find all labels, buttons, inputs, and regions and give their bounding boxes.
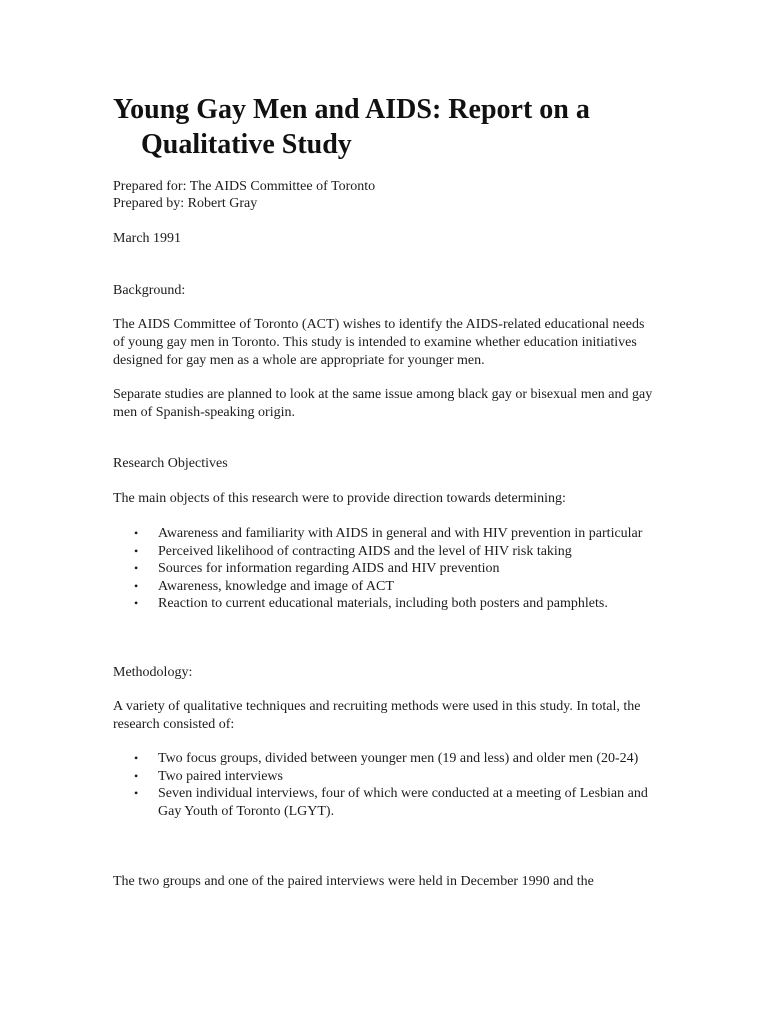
list-item-text: Awareness, knowledge and image of ACT [158, 578, 394, 594]
list-item-text: Awareness and familiarity with AIDS in general and with HIV prevention in particular [158, 526, 643, 541]
research-objectives-heading: Research Objectives [113, 456, 228, 471]
list-item-text: Seven individual interviews, four of which were conducted at a meeting of Lesbian and Gay Youth of Toronto (LGYT). [158, 786, 648, 819]
methodology-continuation: The two groups and one of the paired interviews were held in December 1990 and the [113, 874, 594, 889]
list-item-text: Perceived likelihood of contracting AIDS and the level of HIV risk taking [158, 543, 572, 559]
list-item [113, 785, 658, 820]
list-item-text: Two paired interviews [158, 768, 283, 784]
list-item [113, 768, 658, 786]
list-item-text: Two focus groups, divided between younger men (19 and less) and older men (20-24) [158, 751, 639, 766]
methodology-list [113, 750, 658, 820]
list-item [113, 525, 658, 543]
list-item [113, 543, 658, 561]
background-paragraph-1: The AIDS Committee of Toronto (ACT) wishes to identify the AIDS-related educational needs of young gay men in Toronto. This study is intended to examine whether education initiatives designed for gay men as a whole are appropriate for younger men. [113, 317, 645, 368]
background-paragraph-2: Separate studies are planned to look at the same issue among black gay or bisexual men and gay men of Spanish-speaking origin. [113, 387, 653, 420]
bullet-icon: • [134, 543, 139, 558]
list-item-text: Sources for information regarding AIDS and HIV prevention [158, 561, 500, 576]
bullet-icon: • [134, 578, 139, 593]
research-objectives-list [113, 525, 658, 613]
bullet-icon: • [134, 786, 139, 800]
prepared-by: Prepared by: Robert Gray [113, 196, 258, 211]
research-objectives-intro: The main objects of this research were to provide direction towards determining: [113, 491, 566, 506]
bullet-icon: • [134, 596, 139, 610]
methodology-heading: Methodology: [113, 665, 193, 680]
bullet-icon: • [134, 751, 139, 765]
list-item [113, 578, 658, 596]
document-title: Young Gay Men and AIDS: Report on a Qualitative Study [113, 94, 590, 160]
list-item-text: Reaction to current educational materials, including both posters and pamphlets. [158, 596, 608, 611]
list-item [113, 750, 658, 768]
bullet-icon: • [134, 526, 139, 540]
background-heading: Background: [113, 283, 186, 298]
methodology-intro: A variety of qualitative techniques and recruiting methods were used in this study. In total, the research consisted of: [113, 699, 641, 732]
bullet-icon: • [134, 561, 139, 575]
bullet-icon: • [134, 768, 139, 783]
list-item [113, 560, 658, 578]
list-item [113, 595, 658, 613]
document-date: March 1991 [113, 231, 182, 246]
prepared-for: Prepared for: The AIDS Committee of Toronto [113, 179, 376, 194]
